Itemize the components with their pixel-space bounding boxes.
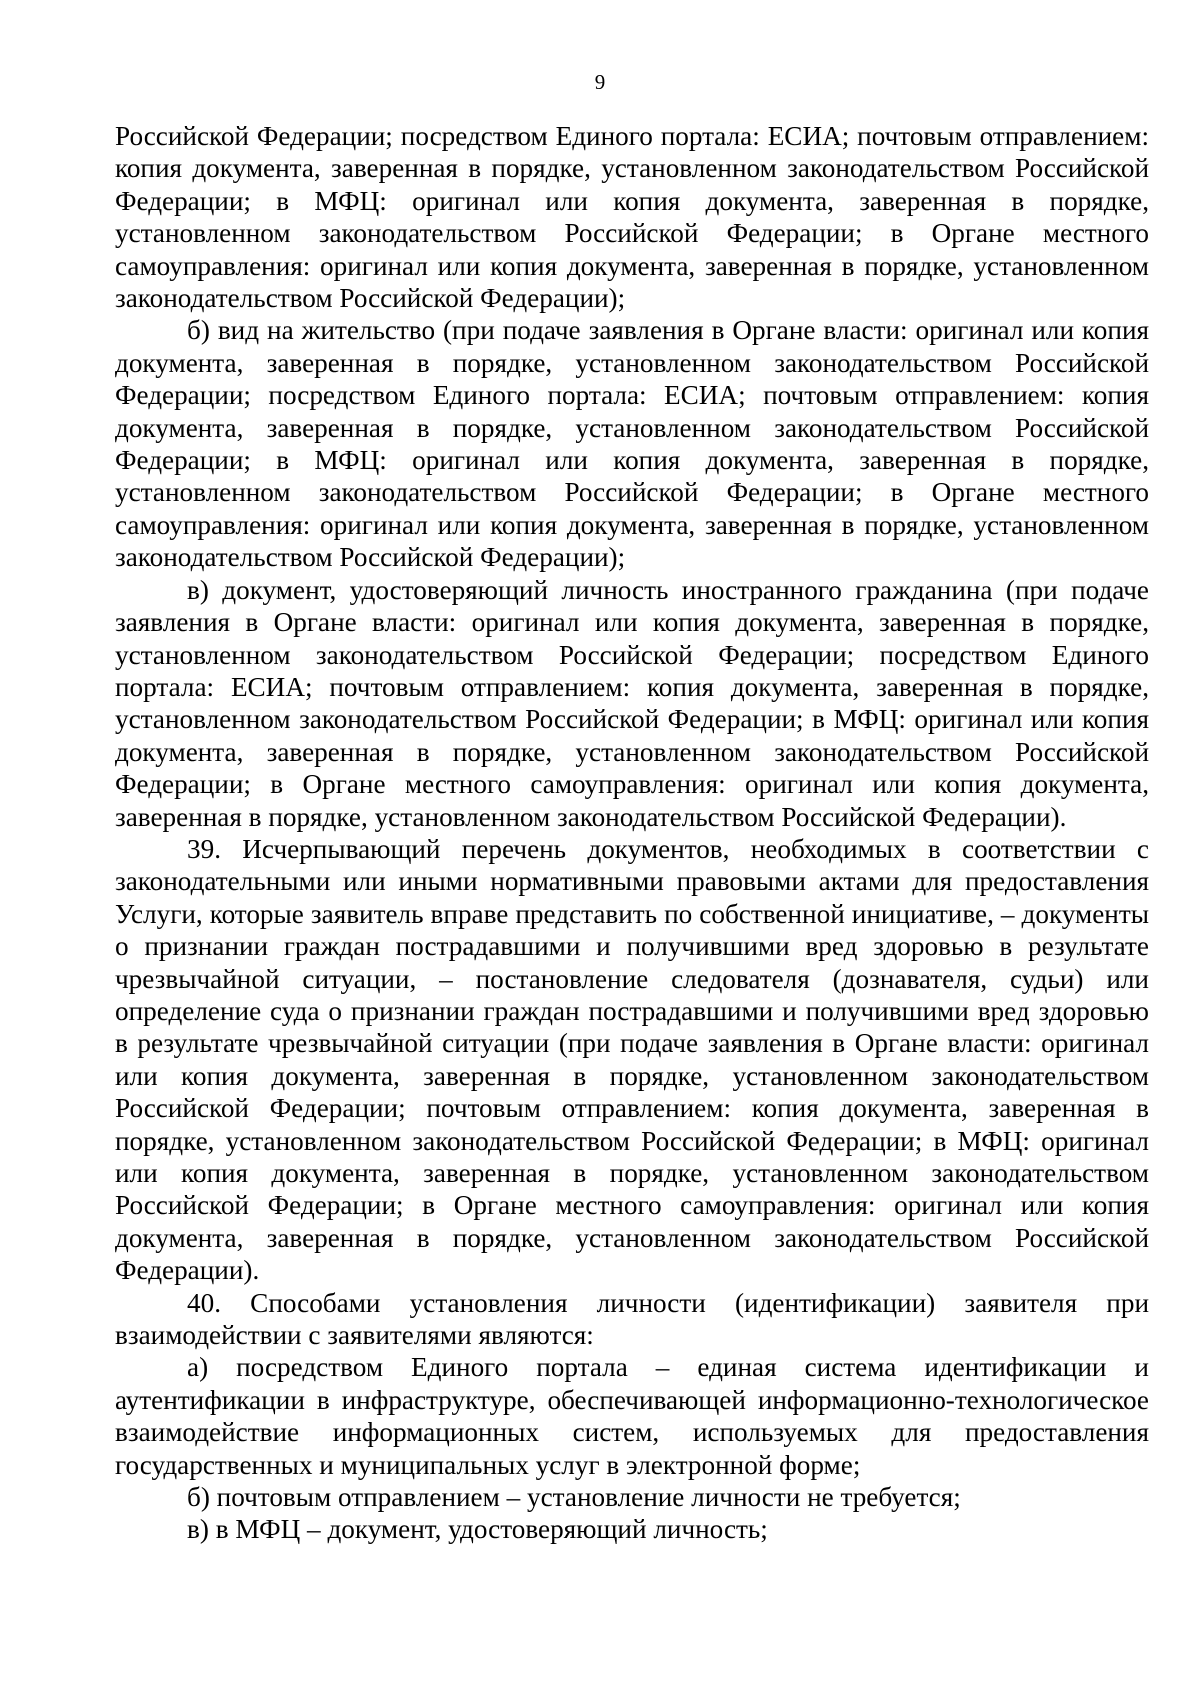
paragraph-item-v: в) документ, удостоверяющий личность иностранного гражданина (при подаче заявления в Органе власти: оригинал или копия документа, заверенная в порядке, установленном законодательством Российской Федерации; посредством Единого портала: ЕСИА; почтовым отправлением: копия документа, заверенная в порядке, установленном законодательством Российской Федерации; в МФЦ: оригинал или копия документа, заверенная в порядке, установленном законодательством Российской Федерации; в Органе местного самоуправления: оригинал или копия документа, заверенная в порядке, установленном законодательством Российской Федерации). [115,574,1149,832]
page-number: 9 [594,70,606,94]
paragraph-item-b: б) вид на жительство (при подаче заявления в Органе власти: оригинал или копия документа, заверенная в порядке, установленном законодательством Российской Федерации; посредством Единого портала: ЕСИА; почтовым отправлением: копия документа, заверенная в порядке, установленном законодательством Российской Федерации; в МФЦ: оригинал или копия документа, заверенная в порядке, установленном законодательством Российской Федерации; в Органе местного самоуправления: оригинал или копия документа, заверенная в порядке, установленном законодательством Российской Федерации); [115,315,1149,573]
paragraph-40-item-a: а) посредством Единого портала – единая система идентификации и аутентификации в инфраструктуре, обеспечивающей информационно-технологическое взаимодействие информационных систем, используемых для предоставления государственных и муниципальных услуг в электронной форме; [115,1352,1149,1480]
paragraph-39: 39. Исчерпывающий перечень документов, необходимых в соответствии с законодательными или иными нормативными правовыми актами для предоставления Услуги, которые заявитель вправе представить по собственной инициативе, – документы о признании граждан пострадавшими и получившими вред здоровью в результате чрезвычайной ситуации, – постановление следователя (дознавателя, судьи) или определение суда о признании граждан пострадавшими и получившими вред здоровью в результате чрезвычайной ситуации (при подаче заявления в Органе власти: оригинал или копия документа, заверенная в порядке, установленном законодательством Российской Федерации; почтовым отправлением: копия документа, заверенная в порядке, установленном законодательством Российской Федерации; в МФЦ: оригинал или копия документа, заверенная в порядке, установленном законодательством Российской Федерации; в Органе местного самоуправления: оригинал или копия документа, заверенная в порядке, установленном законодательством Российской Федерации). [115,833,1149,1286]
document-body [115,120,1149,1546]
paragraph-40-item-b: б) почтовым отправлением – установление личности не требуется; [187,1482,961,1513]
paragraph-continuation: Российской Федерации; посредством Единого портала: ЕСИА; почтовым отправлением: копия документа, заверенная в порядке, установленном законодательством Российской Федерации; в МФЦ: оригинал или копия документа, заверенная в порядке, установленном законодательством Российской Федерации; в Органе местного самоуправления: оригинал или копия документа, заверенная в порядке, установленном законодательством Российской Федерации); [115,121,1149,314]
paragraph-40-item-v: в) в МФЦ – документ, удостоверяющий личность; [187,1514,768,1545]
paragraph-40: 40. Способами установления личности (идентификации) заявителя при взаимодействии с заявителями являются: [115,1287,1149,1351]
